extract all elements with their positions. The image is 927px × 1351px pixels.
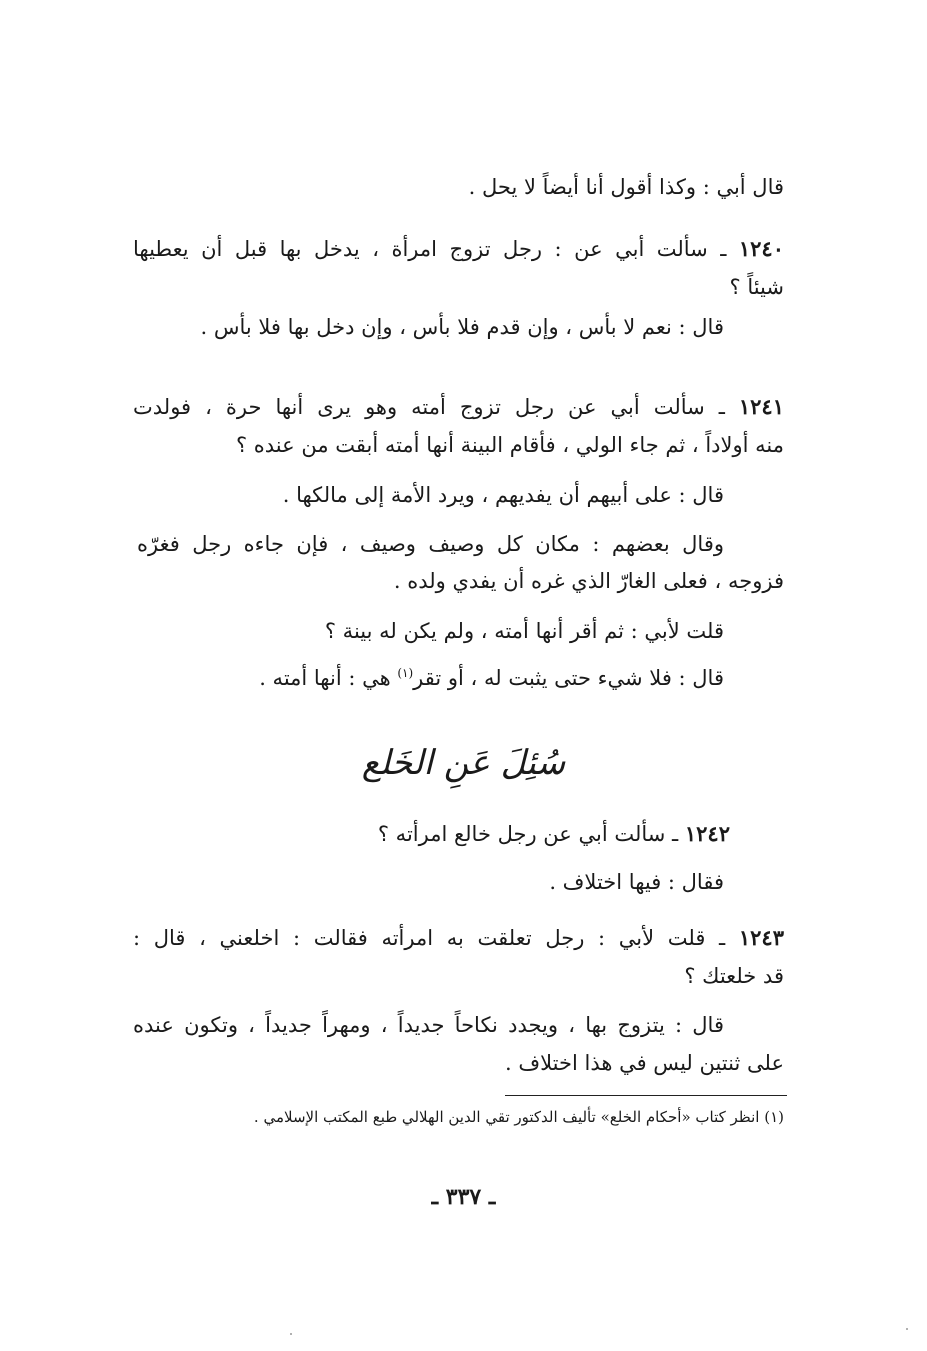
question-1241-text: ـ سألت أبي عن رجل تزوج أمته وهو يرى أنها حرة ، فولدت [133, 395, 739, 419]
answer-1242: فقال : فيها اختلاف . [549, 870, 724, 894]
question-1241-line-2: منه أولاداً ، ثم جاء الولي ، فأقام البينة أنها أمته أبقت من عنده ؟ [235, 433, 784, 457]
follow-up-answer [259, 663, 724, 693]
follow-up-answer-end: هي : أنها أمته . [259, 666, 398, 690]
others-opinion-line-1: وقال بعضهم : مكان كل وصيف وصيف ، فإن جاءه رجل فغرّه [137, 532, 724, 556]
scan-speck [290, 1333, 292, 1335]
footnote-reference: (١) [397, 666, 414, 680]
question-number-1242: ١٢٤٢ [684, 821, 730, 846]
answer-1243-line-1: قال : يتزوج بها ، ويجدد نكاحاً جديداً ، ومهراً جديداً ، وتكون عنده [133, 1013, 724, 1037]
answer-1243-line-2: على ثنتين ليس في هذا اختلاف . [505, 1051, 784, 1075]
question-1242 [378, 819, 730, 849]
others-opinion-line-2: فزوجه ، فعلى الغارّ الذي غره أن يفدي ولده . [393, 569, 784, 593]
footnote: (١) انظر كتاب «أحكام الخلع» تأليف الدكتور تقي الدين الهلالي طبع المكتب الإسلامي . [253, 1108, 784, 1126]
question-1243-text: ـ قلت لأبي : رجل تعلقت به امرأته فقالت : اخلعني ، قال : [133, 926, 739, 950]
question-1242-text: ـ سألت أبي عن رجل خالع امرأته ؟ [377, 822, 685, 846]
follow-up-question: قلت لأبي : ثم أقر أنها أمته ، ولم يكن له بينة ؟ [324, 619, 724, 643]
question-1240-line-2: شيئاً ؟ [729, 275, 784, 299]
footnote-separator [505, 1095, 787, 1096]
question-1240-text: ـ سألت أبي عن : رجل تزوج امرأة ، يدخل بها قبل أن يعطيها [133, 237, 739, 261]
question-1240-line-1 [133, 234, 784, 264]
question-number-1241: ١٢٤١ [738, 394, 784, 419]
question-1243-line-1 [133, 923, 784, 953]
question-1243-line-2: قد خلعتك ؟ [684, 964, 784, 988]
answer-1240: قال : نعم لا بأس ، وإن قدم فلا بأس ، وإن دخل بها فلا بأس . [200, 315, 724, 339]
question-number-1240: ١٢٤٠ [738, 236, 784, 261]
follow-up-answer-text: قال : فلا شيء حتى يثبت له ، أو تقر [413, 666, 724, 690]
page-number: ـ ٣٣٧ ـ [431, 1184, 496, 1210]
question-1241-line-1 [133, 392, 784, 422]
text-line-1: قال أبي : وكذا أقول أنا أيضاً لا يحل . [468, 175, 784, 199]
question-number-1243: ١٢٤٣ [738, 925, 784, 950]
answer-1241: قال : على أبيهم أن يفديهم ، ويرد الأمة إلى مالكها . [282, 483, 724, 507]
scan-speck [906, 1328, 908, 1330]
section-heading: سُئِلَ عَنِ الخَلع [361, 743, 566, 783]
